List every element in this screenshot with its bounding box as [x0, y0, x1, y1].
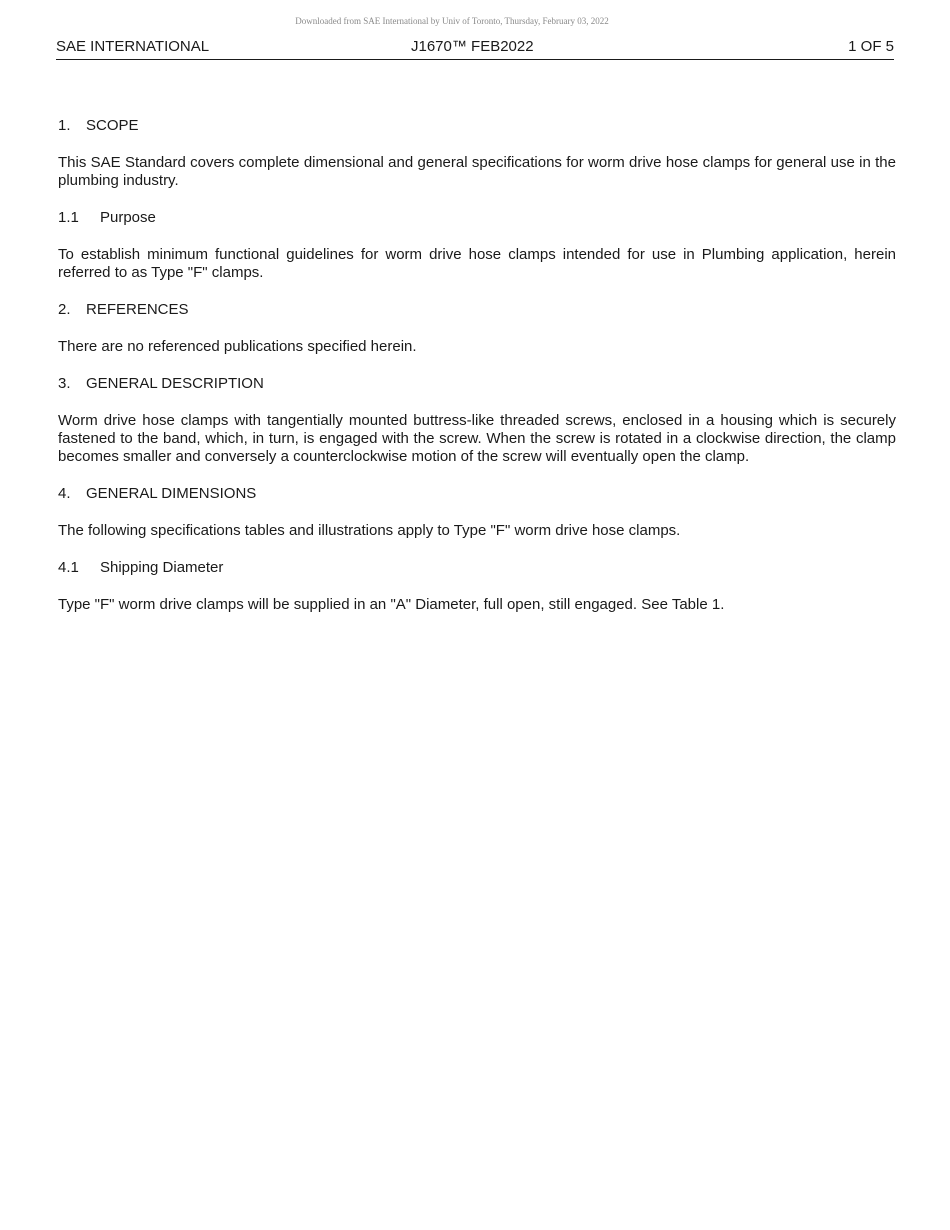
section-title: Purpose [100, 209, 156, 226]
section-paragraph-shipping-diameter: Type "F" worm drive clamps will be supplied in an "A" Diameter, full open, still engaged. See Table 1. [58, 596, 725, 613]
section-paragraph-references: There are no referenced publications specified herein. [58, 338, 417, 355]
section-heading-scope [58, 117, 896, 135]
section-title: GENERAL DIMENSIONS [86, 485, 257, 502]
document-body [58, 117, 896, 633]
section-number: 1.1 [58, 209, 79, 226]
header-page-number: 1 OF 5 [848, 38, 894, 55]
section-heading-shipping-diameter [58, 559, 896, 577]
section-number: 4.1 [58, 559, 79, 576]
header-document-id: J1670™ FEB2022 [411, 38, 534, 55]
section-paragraph-general-dimensions: The following specifications tables and illustrations apply to Type "F" worm drive hose clamps. [58, 522, 681, 539]
section-number: 4. [58, 485, 71, 502]
header-organization: SAE INTERNATIONAL [56, 38, 210, 55]
section-paragraph-scope: This SAE Standard covers complete dimensional and general specifications for worm drive hose clamps for general use in the plumbing industry. [58, 154, 896, 189]
section-number: 3. [58, 375, 71, 392]
section-paragraph-purpose: To establish minimum functional guidelines for worm drive hose clamps intended for use in Plumbing application, herein referred to as Type "F" clamps. [58, 246, 896, 281]
section-title: SCOPE [86, 117, 139, 134]
section-number: 1. [58, 117, 71, 134]
section-title: GENERAL DESCRIPTION [86, 375, 264, 392]
running-header [56, 38, 894, 60]
section-title: Shipping Diameter [100, 559, 224, 576]
download-watermark: Downloaded from SAE International by Univ of Toronto, Thursday, February 03, 2022 [295, 16, 609, 26]
section-paragraph-general-description: Worm drive hose clamps with tangentially mounted buttress-like threaded screws, enclosed in a housing which is securely fastened to the band, which, in turn, is engaged with the screw. When the screw is rotated in a clockwise direction, the clamp becomes smaller and conversely a counterclockwise motion of the screw will eventually open the clamp. [58, 412, 896, 465]
section-heading-general-description [58, 375, 896, 393]
section-number: 2. [58, 301, 71, 318]
section-title: REFERENCES [86, 301, 189, 318]
section-heading-references [58, 301, 896, 319]
section-heading-general-dimensions [58, 485, 896, 503]
section-heading-purpose [58, 209, 896, 227]
